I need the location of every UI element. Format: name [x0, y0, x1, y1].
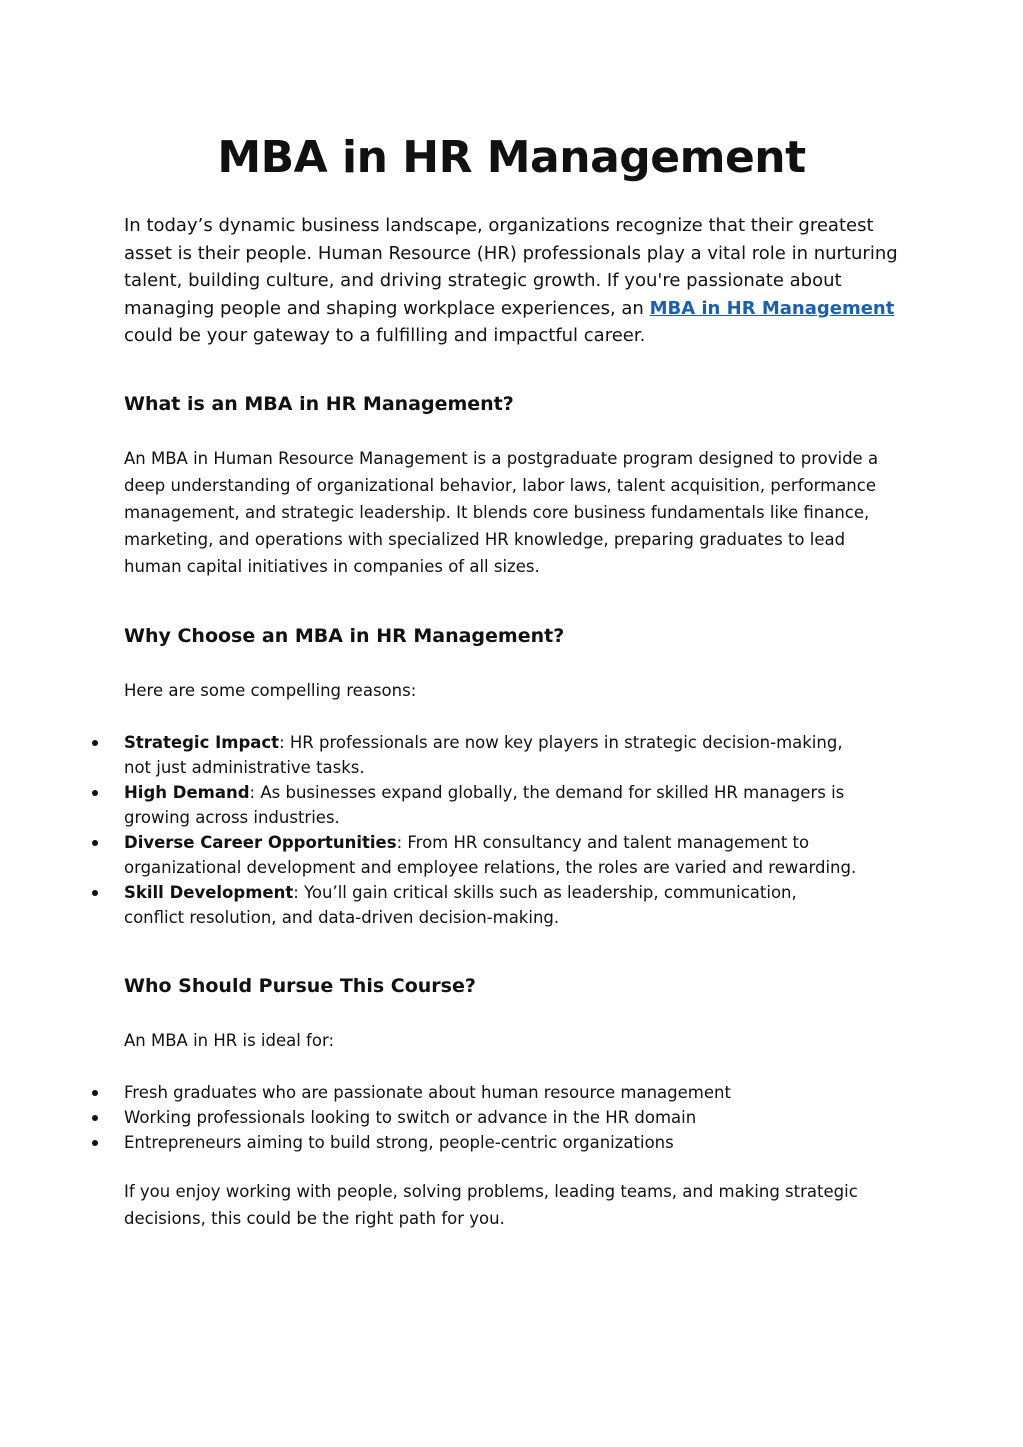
reason-term: High Demand — [124, 783, 250, 802]
bullet-icon — [92, 1140, 98, 1146]
reason-text: : From HR consultancy and talent management to organizational development and employee relations, the roles are varied and rewarding. — [124, 833, 857, 877]
bullet-icon — [92, 840, 98, 846]
bullet-icon — [92, 790, 98, 796]
page-title: MBA in HR Management — [217, 132, 806, 183]
list-item — [90, 1080, 890, 1105]
reason-text: : As businesses expand globally, the demand for skilled HR managers is growing across industries. — [124, 783, 845, 827]
list-item — [90, 1130, 890, 1155]
bullet-icon — [92, 1090, 98, 1096]
reasons-lead: Here are some compelling reasons: — [124, 681, 417, 700]
list-item — [90, 880, 860, 930]
list-item — [90, 730, 860, 780]
mba-hr-link[interactable]: MBA in HR Management — [649, 297, 895, 319]
reason-text: : HR professionals are now key players in strategic decision-making, not just administrative tasks. — [124, 733, 843, 777]
section-body-what-is: An MBA in Human Resource Management is a postgraduate program designed to provide a deep understanding of organizational behavior, labor laws, talent acquisition, performance management, and strategic leadership. It blends core business fundamentals like finance, marketing, and operations with specialized HR knowledge, preparing graduates to lead human capital initiatives in companies of all sizes. — [124, 449, 879, 576]
list-item — [90, 830, 860, 880]
audience-text: Working professionals looking to switch or advance in the HR domain — [124, 1108, 697, 1127]
list-item — [90, 780, 860, 830]
reason-term: Strategic Impact — [124, 733, 280, 752]
reason-text: : You’ll gain critical skills such as leadership, communication, conflict resolution, and data-driven decision-making. — [124, 883, 797, 927]
reason-term: Diverse Career Opportunities — [124, 833, 397, 852]
intro-paragraph — [124, 212, 914, 350]
closing-paragraph: If you enjoy working with people, solving problems, leading teams, and making strategic decisions, this could be the right path for you. — [124, 1182, 858, 1228]
reason-term: Skill Development — [124, 883, 294, 902]
audience-lead: An MBA in HR is ideal for: — [124, 1031, 335, 1050]
section-heading-why-choose: Why Choose an MBA in HR Management? — [124, 625, 565, 647]
list-item — [90, 1105, 890, 1130]
audience-text: Entrepreneurs aiming to build strong, people-centric organizations — [124, 1133, 674, 1152]
intro-text-after: could be your gateway to a fulfilling and impactful career. — [124, 325, 646, 346]
bullet-icon — [92, 1115, 98, 1121]
reasons-list — [90, 730, 860, 930]
section-heading-who-should: Who Should Pursue This Course? — [124, 975, 476, 997]
bullet-icon — [92, 740, 98, 746]
intro-text-before: In today’s dynamic business landscape, organizations recognize that their greatest asset is their people. Human Resource (HR) professionals play a vital role in nurturing talent, building culture, and driving strategic growth. If you're passionate about managing people and shaping workplace experiences, an — [124, 215, 898, 319]
section-heading-what-is: What is an MBA in HR Management? — [124, 393, 514, 415]
audience-list — [90, 1080, 890, 1155]
bullet-icon — [92, 890, 98, 896]
audience-text: Fresh graduates who are passionate about human resource management — [124, 1083, 731, 1102]
